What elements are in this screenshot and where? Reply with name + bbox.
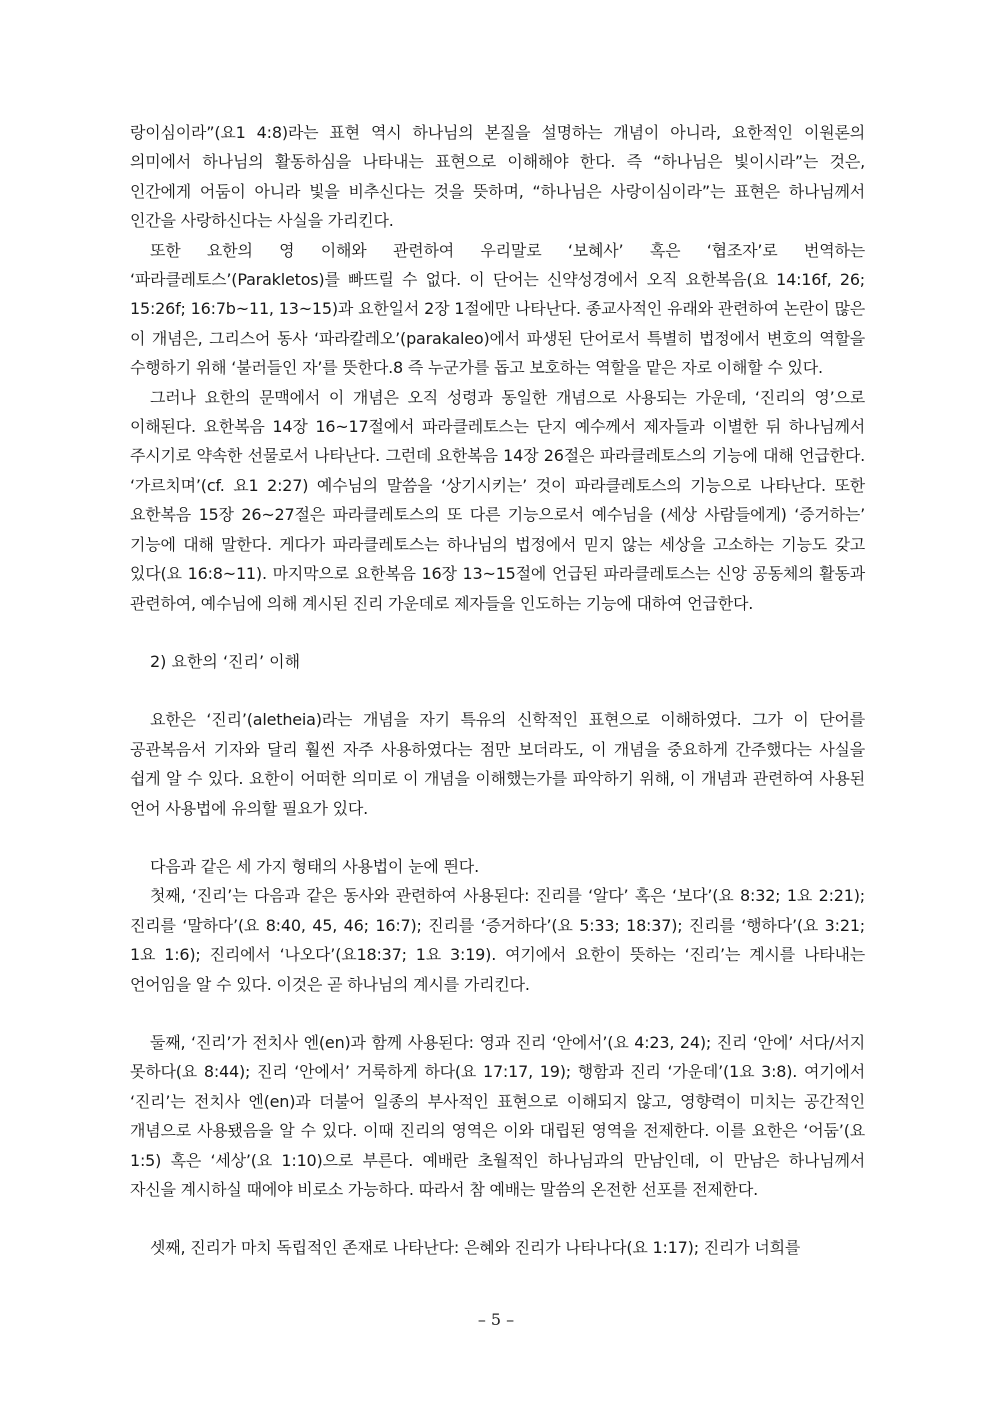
paragraph-parakletos-intro: 또한 요한의 영 이해와 관련하여 우리말로 ‘보혜사’ 혹은 ‘협조자’로 번역하는 ‘파라클레토스’(Parakletos)를 빠뜨릴 수 없다. 이 단어는 신약성경에서 오직 요한복음(요 14:16f, 26; 15:26f; 16:7b~11, 13~15)과 요한일서 2장 1절에만 나타난다. 종교사적인 유래와 관련하여 논란이 많은 이 개념은, 그리스어 동사 ‘파라칼레오’(parakaleo)에서 파생된 단어로서 특별히 법정에서 변호의 역할을 수행하기 위해 ‘불러들인 자’를 뜻한다.8 즉 누군가를 돕고 보호하는 역할을 맡은 자로 이해할 수 있다.: [130, 240, 865, 378]
paragraph-three-usages: 다음과 같은 세 가지 형태의 사용법이 눈에 띈다.: [150, 856, 479, 876]
page-number: – 5 –: [477, 1310, 515, 1329]
paragraph-love-light-continuation: 랑이심이라”(요1 4:8)라는 표현 역시 하나님의 본질을 설명하는 개념이 아니라, 요한적인 이원론의 의미에서 하나님의 활동하심을 나타내는 표현으로 이해해야 한다. 즉 “하나님은 빛이시라”는 것은, 인간에게 어둠이 아니라 빛을 비추신다는 것을 뜻하며, “하나님은 사랑이심이라”는 표현은 하나님께서 인간을 사랑하신다는 사실을 가리킨다.: [130, 123, 865, 231]
paragraph-aletheia-intro: 요한은 ‘진리’(aletheia)라는 개념을 자기 특유의 신학적인 표현으로 이해하였다. 그가 이 단어를 공관복음서 기자와 달리 훨씬 자주 사용하였다는 점만 보더라도, 이 개념을 중요하게 간주했다는 사실을 쉽게 알 수 있다. 요한이 어떠한 의미로 이 개념을 이해했는가를 파악하기 위해, 이 개념과 관련하여 사용된 언어 사용법에 유의할 필요가 있다.: [130, 710, 865, 818]
paragraph-third-usage: 셋째, 진리가 마치 독립적인 존재로 나타난다: 은혜와 진리가 나타나다(요 1:17); 진리가 너희를: [150, 1238, 801, 1258]
paragraph-spirit-of-truth: 그러나 요한의 문맥에서 이 개념은 오직 성령과 동일한 개념으로 사용되는 가운데, ‘진리의 영’으로 이해된다. 요한복음 14장 16~17절에서 파라클레토스는 단지 예수께서 제자들과 이별한 뒤 하나님께서 주시기로 약속한 선물로서 나타난다. 그런데 요한복음 14장 26절은 파라클레토스의 기능에 대해 언급한다. ‘가르치며’(cf. 요1 2:27) 예수님의 말씀을 ‘상기시키는’ 것이 파라클레토스의 기능으로 나타난다. 또한 요한복음 15장 26~27절은 파라클레토스의 또 다른 기능으로서 예수님을 (세상 사람들에게) ‘증거하는’ 기능에 대해 말한다. 게다가 파라클레토스는 하나님의 법정에서 믿지 않는 세상을 고소하는 기능도 갖고 있다(요 16:8~11). 마지막으로 요한복음 16장 13~15절에 언급된 파라클레토스는 신앙 공동체의 활동과 관련하여, 예수님에 의해 계시된 진리 가운데로 제자들을 인도하는 기능에 대하여 언급한다.: [130, 387, 865, 613]
paragraph-second-usage: 둘째, ‘진리’가 전치사 엔(en)과 함께 사용된다: 영과 진리 ‘안에서’(요 4:23, 24); 진리 ‘안에’ 서다/서지 못하다(요 8:44); 진리 ‘안에서’ 거룩하게 하다(요 17:17, 19); 행함과 진리 ‘가운데’(1요 3:8). 여기에서 ‘진리’는 전치사 엔(en)과 더불어 일종의 부사적인 표현으로 이해되지 않고, 영향력이 미치는 공간적인 개념으로 사용됐음을 알 수 있다. 이때 진리의 영역은 이와 대립된 영역을 전제한다. 이를 요한은 ‘어둠’(요 1:5) 혹은 ‘세상’(요 1:10)으로 부른다. 예배란 초월적인 하나님과의 만남인데, 이 만남은 하나님께서 자신을 계시하실 때에야 비로소 가능하다. 따라서 참 예배는 말씀의 온전한 선포를 전제한다.: [130, 1032, 865, 1199]
paragraph-first-usage: 첫째, ‘진리’는 다음과 같은 동사와 관련하여 사용된다: 진리를 ‘알다’ 혹은 ‘보다’(요 8:32; 1요 2:21); 진리를 ‘말하다’(요 8:40, 45, 46; 16:7); 진리를 ‘증거하다’(요 5:33; 18:37); 진리를 ‘행하다’(요 3:21; 1요 1:6); 진리에서 ‘나오다’(요18:37; 1요 3:19). 여기에서 요한이 뜻하는 ‘진리’는 계시를 나타내는 언어임을 알 수 있다. 이것은 곧 하나님의 계시를 가리킨다.: [130, 886, 865, 994]
section-heading-truth: 2) 요한의 ‘진리’ 이해: [150, 651, 301, 671]
page-body: [130, 118, 865, 1263]
